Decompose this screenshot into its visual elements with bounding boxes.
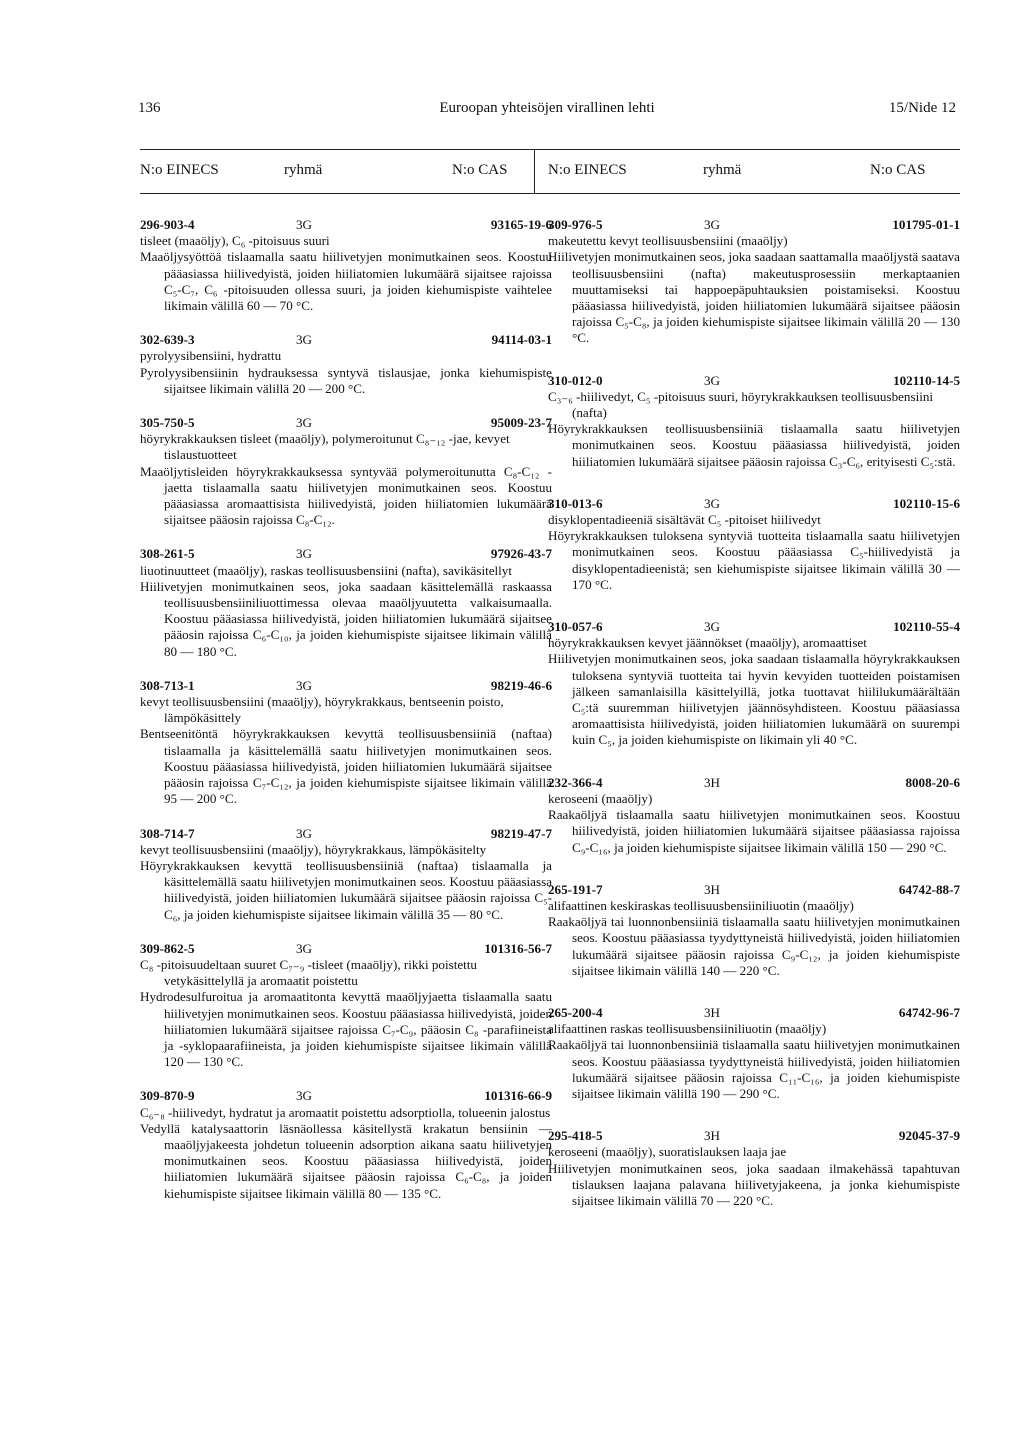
table-top-rule [140,149,960,150]
substance-name: kevyt teollisuusbensiini (maaöljy), höyrykrakkaus, lämpökäsitelty [140,841,487,857]
entry-header [140,332,552,348]
cas-number: 64742-88-7 [898,881,960,897]
page-number: 136 [138,100,161,116]
substance-description: Raakaöljyä tai luonnonbensiiniä tislaamalla saatu hiilivetyjen monimutkainen seos. Koostuu pääasiassa tyydyttyneistä hiilivedyistä, joiden hiiliatomien lukumäärä sijaitsee pääosin rajoissa C₁₁-C₁₆, ja joiden kiehumispiste sijaitsee likimain välillä 190 — 290 °C. [548,1037,960,1101]
group-code: 3H [704,774,721,790]
substance-description: Maaöljytisleiden höyrykrakkauksessa syntyvää polymeroitunutta C₈-C₁₂ -jaetta tislaamalla saatu hiilivetyjen monimutkainen seos. Koostuu pääasiassa aromaattisista hiilivedyistä, joiden hiiliatomien lukumäärä sijaitsee pääosin rajoissa C₈-C₁₂. [140,463,552,528]
column-headers [140,162,960,184]
substance-description: Höyrykrakkauksen kevyttä teollisuusbensiiniä (naftaa) tislaamalla ja käsittelemällä saatu hiilivetyjen monimutkainen seos. Koostuu pääasiassa hiilivedyistä, joiden hiiliatomien lukumäärä sijaitsee pääosin rajoissa C₅-C₆, ja joiden kiehumispiste sijaitsee likimain välillä 35 — 80 °C. [140,857,552,922]
journal-title: Euroopan yhteisöjen virallinen lehti [439,100,655,116]
einecs-number: 295-418-5 [548,1128,603,1144]
substance-name: höyrykrakkauksen tisleet (maaöljy), polymeroitunut C₈₋₁₂ -jae, kevyet tislaustuotteet [140,431,510,463]
group-code: 3G [296,677,313,693]
header-cas-right: N:o CAS [870,162,926,178]
group-code: 3G [704,495,721,511]
substance-name: tisleet (maaöljy), C₆ -pitoisuus suuri [140,233,330,249]
cas-number: 8008-20-6 [905,774,960,790]
cas-number: 101316-56-7 [484,940,552,956]
substance-entry [140,332,552,397]
entry-header [140,826,552,842]
einecs-number: 302-639-3 [140,332,195,348]
group-code: 3G [704,217,721,232]
header-einecs-left: N:o EINECS [140,162,219,178]
entry-header [548,496,960,512]
group-code: 3G [704,619,721,635]
header-group-left: ryhmä [284,162,323,178]
substance-name: alifaattinen raskas teollisuusbensiiniliuotin (maaöljy) [548,1021,827,1037]
substance-name: höyrykrakkauksen kevyet jäännökset (maaöljy), aromaattiset [548,635,867,651]
cas-number: 101316-66-9 [484,1088,552,1104]
substance-description: Pyrolyysibensiinin hydrauksessa syntyvä tislausjae, jonka kiehumispiste sijaitsee likimain välillä 20 — 200 °C. [140,364,552,396]
einecs-number: 310-057-6 [548,619,603,635]
cas-number: 94114-03-1 [491,332,552,348]
entry-header [548,217,960,233]
einecs-number: 310-012-0 [548,372,603,388]
group-code: 3G [296,825,313,841]
einecs-number: 310-013-6 [548,495,603,511]
group-code: 3G [296,332,313,348]
entry-header [140,941,552,957]
entry-header [140,678,552,694]
substance-description: Höyrykrakkauksen tuloksena syntyviä tuotteita tislaamalla saatu hiilivetyjen monimutkainen seos. Koostuu pääasiassa C₅-hiilivedyistä ja disyklopentadieenistä; sen kiehumispiste sijaitsee likimain välillä 30 — 170 °C. [548,528,960,592]
substance-description: Hydrodesulfuroitua ja aromaatitonta kevyttä maaöljyjaetta tislaamalla saatu hiilivetyjen monimutkainen seos. Koostuu pääasiassa hiilivedyistä, joiden hiiliatomien lukumäärä sijaitsee rajoissa C₇-C₉, pääosin C₈ -parafiineista ja -syklopaarafiineista, ja joiden kiehumispiste sijaitsee likimain välillä 120 — 130 °C. [140,989,552,1070]
substance-name: kevyt teollisuusbensiini (maaöljy), höyrykrakkaus, bentseenin poisto, lämpökäsittely [140,694,504,726]
page-header [138,100,956,120]
substance-description: Hiilivetyjen monimutkainen seos, joka saadaan ilmakehässä tapahtuvan tislauksen laajana palavana hiilivetyjakeena, ja jonka kiehumispiste sijaitsee likimain välillä 70 — 220 °C. [548,1160,960,1208]
group-code: 3G [704,372,721,388]
substance-name: alifaattinen keskiraskas teollisuusbensiiniliuotin (maaöljy) [548,897,854,913]
left-column [140,217,552,1220]
group-code: 3G [296,546,313,562]
cas-number: 92045-37-9 [898,1128,960,1144]
substance-entry [548,373,960,470]
group-code: 3G [296,1088,313,1104]
cas-number: 102110-55-4 [893,619,960,635]
entry-header [548,775,960,791]
substance-description: Bentseenitöntä höyrykrakkauksen kevyttä teollisuusbensiiniä (naftaa) tislaamalla ja käsittelemällä saatu hiilivetyjen monimutkainen seos. Koostuu pääasiassa hiilivedyistä, joiden hiiliatomien lukumäärä sijaitsee pääosin rajoissa C₇-C₁₂, ja joiden kiehumispiste sijaitsee likimain välillä 95 — 200 °C. [140,726,552,807]
substance-name: disyklopentadieeniä sisältävät C₅ -pitoiset hiilivedyt [548,512,821,528]
substance-description: Raakaöljyä tislaamalla saatu hiilivetyjen monimutkainen seos. Koostuu hiilivedyistä, joiden hiiliatomien lukumäärä sijaitsee pääasiassa rajoissa C₉-C₁₆, ja joiden kiehumispiste sijaitsee likimain välillä 150 — 290 °C. [548,807,960,855]
substance-entry [140,826,552,923]
substance-name: liuotinuutteet (maaöljy), raskas teollisuusbensiini (nafta), savikäsitellyt [140,562,512,578]
substance-entry [140,217,552,314]
substance-name: C₃₋₆ -hiilivedyt, C₅ -pitoisuus suuri, höyrykrakkauksen teollisuusbensiini (nafta) [548,388,934,421]
entry-header [548,1005,960,1021]
substance-entry [140,941,552,1071]
table-header-rule [140,193,960,194]
einecs-number: 308-261-5 [140,546,195,562]
einecs-number: 308-714-7 [140,825,195,841]
einecs-number: 265-191-7 [548,881,603,897]
cas-number: 102110-14-5 [893,372,960,388]
header-einecs-right: N:o EINECS [548,162,627,178]
substance-entry [548,496,960,593]
substance-entry [140,415,552,528]
substance-entry [140,546,552,659]
entry-header [140,217,552,233]
substance-entry [548,619,960,749]
group-code: 3H [704,1004,721,1020]
einecs-number: 308-713-1 [140,677,195,693]
einecs-number: 309-976-5 [548,217,603,232]
substance-entry [548,1005,960,1102]
cas-number: 98219-47-7 [490,825,552,841]
substance-name: makeutettu kevyt teollisuusbensiini (maaöljy) [548,233,788,249]
einecs-number: 309-862-5 [140,940,195,956]
einecs-number: 305-750-5 [140,415,195,431]
substance-name: keroseeni (maaöljy) [548,790,653,806]
substance-entry [140,1088,552,1201]
substance-description: Vedyllä katalysaattorin läsnäollessa käsitellystä krakatun bensiinin — maaöljyjakeesta johdetun tolueenin adsorption aikana saatu hiilivetyjen monimutkainen seos. Koostuu pääasiassa hiilivedyistä, joiden hiiliatomien lukumäärä sijaitsee pääosin rajoissa C₆-C₈, ja joiden kiehumispiste sijaitsee likimain välillä 80 — 135 °C. [140,1120,552,1201]
cas-number: 97926-43-7 [490,546,552,562]
substance-description: Höyrykrakkauksen teollisuusbensiiniä tislaamalla saatu hiilivetyjen monimutkainen seos. Koostuu pääasiassa hiilivedyistä, joiden hiiliatomien lukumäärä sijaitsee pääosin rajoissa C₃-C₆, erityisesti C₅:stä. [548,421,960,469]
group-code: 3G [296,217,313,232]
cas-number: 95009-23-7 [490,415,552,431]
substance-entry [548,1128,960,1209]
substance-name: keroseeni (maaöljy), suoratislauksen laaja jae [548,1144,787,1160]
volume-label: 15/Nide 12 [888,100,956,116]
substance-description: Maaöljysyöttöä tislaamalla saatu hiilivetyjen monimutkainen seos. Koostuu pääasiassa hiilivedyistä, joiden hiiliatomien lukumäärä sijaitsee rajoissa C₅-C₇, C₆ -pitoisuuden ollessa suuri, ja joiden kiehumispiste vaihtelee likimain välillä 60 — 70 °C. [140,249,552,314]
substance-entry [140,678,552,808]
cas-number: 64742-96-7 [898,1004,960,1020]
cas-number: 98219-46-6 [490,677,552,693]
group-code: 3G [296,940,313,956]
einecs-number: 309-870-9 [140,1088,195,1104]
substance-name: pyrolyysibensiini, hydrattu [140,348,282,364]
substance-entry [548,775,960,856]
substance-description: Raakaöljyä tai luonnonbensiiniä tislaamalla saatu hiilivetyjen monimutkainen seos. Koostuu pääasiassa tyydyttyneistä hiilivedyistä, joiden hiiliatomien lukumäärä sijaitsee pääosin rajoissa C₉-C₁₂, ja joiden kiehumispiste sijaitsee likimain välillä 140 — 220 °C. [548,914,960,978]
cas-number: 101795-01-1 [892,217,960,232]
entry-header [140,546,552,562]
cas-number: 93165-19-6 [490,217,552,232]
entry-header [140,1088,552,1104]
entry-header [548,1128,960,1144]
substance-name: C₈ -pitoisuudeltaan suuret C₇₋₉ -tisleet (maaöljy), rikki poistettu vetykäsittelyllä ja aromaatit poistettu [140,956,477,989]
entry-header [548,373,960,389]
entry-header [140,415,552,431]
substance-description: Hiilivetyjen monimutkainen seos, joka saadaan tislaamalla höyrykrakkauksen tuloksena syntyviä tuotteita tai hyvin kevyiden tuotteiden poistamisen jälkeen samanlaisilla käsittelyillä, jotka tuottavat hiililukumäärältään C₅:tä suuremman hiilivetyjen jäännösyhdisteen. Koostuu pääasiassa aromaattisista hiilivedyistä, joiden hiiliatomien lukumäärä on suurempi kuin C₅, ja joiden kiehumispiste on likimain yli 40 °C. [548,651,960,748]
einecs-number: 296-903-4 [140,217,195,232]
right-column [548,217,960,1235]
group-code: 3G [296,415,313,431]
header-group-right: ryhmä [703,162,742,178]
substance-description: Hiilivetyjen monimutkainen seos, joka saadaan käsittelemällä raskaassa teollisuusbensiiniliuottimessa olevaa maaöljyuutetta valkaisumaalla. Koostuu pääasiassa hiilivedyistä, joiden hiiliatomien lukumäärä sijaitsee pääosin rajoissa C₆-C₁₀, ja joiden kiehumispiste sijaitsee likimain välillä 80 — 180 °C. [140,578,552,659]
group-code: 3H [704,881,721,897]
group-code: 3H [704,1128,721,1144]
substance-description: Hiilivetyjen monimutkainen seos, joka saadaan saattamalla maaöljystä saatava teollisuusbensiini (nafta) makeutusprosessiin merkaptaanien muuttamiseksi tai happoepäpuhtauksien poistamiseksi. Koostuu pääasiassa hiilivedyistä, joiden hiiliatomien lukumäärä sijaitsee pääosin rajoissa C₅-C₈, ja joiden kiehumispiste sijaitsee likimain välillä 20 — 130 °C. [548,249,960,346]
cas-number: 102110-15-6 [893,495,960,511]
einecs-number: 232-366-4 [548,774,603,790]
header-cas-left: N:o CAS [452,162,508,178]
substance-name: C₆₋₈ -hiilivedyt, hydratut ja aromaatit poistettu adsorptiolla, tolueenin jalostus [140,1104,551,1120]
entry-header [548,882,960,898]
substance-entry [548,217,960,347]
einecs-number: 265-200-4 [548,1004,603,1020]
entry-header [548,619,960,635]
substance-entry [548,882,960,979]
